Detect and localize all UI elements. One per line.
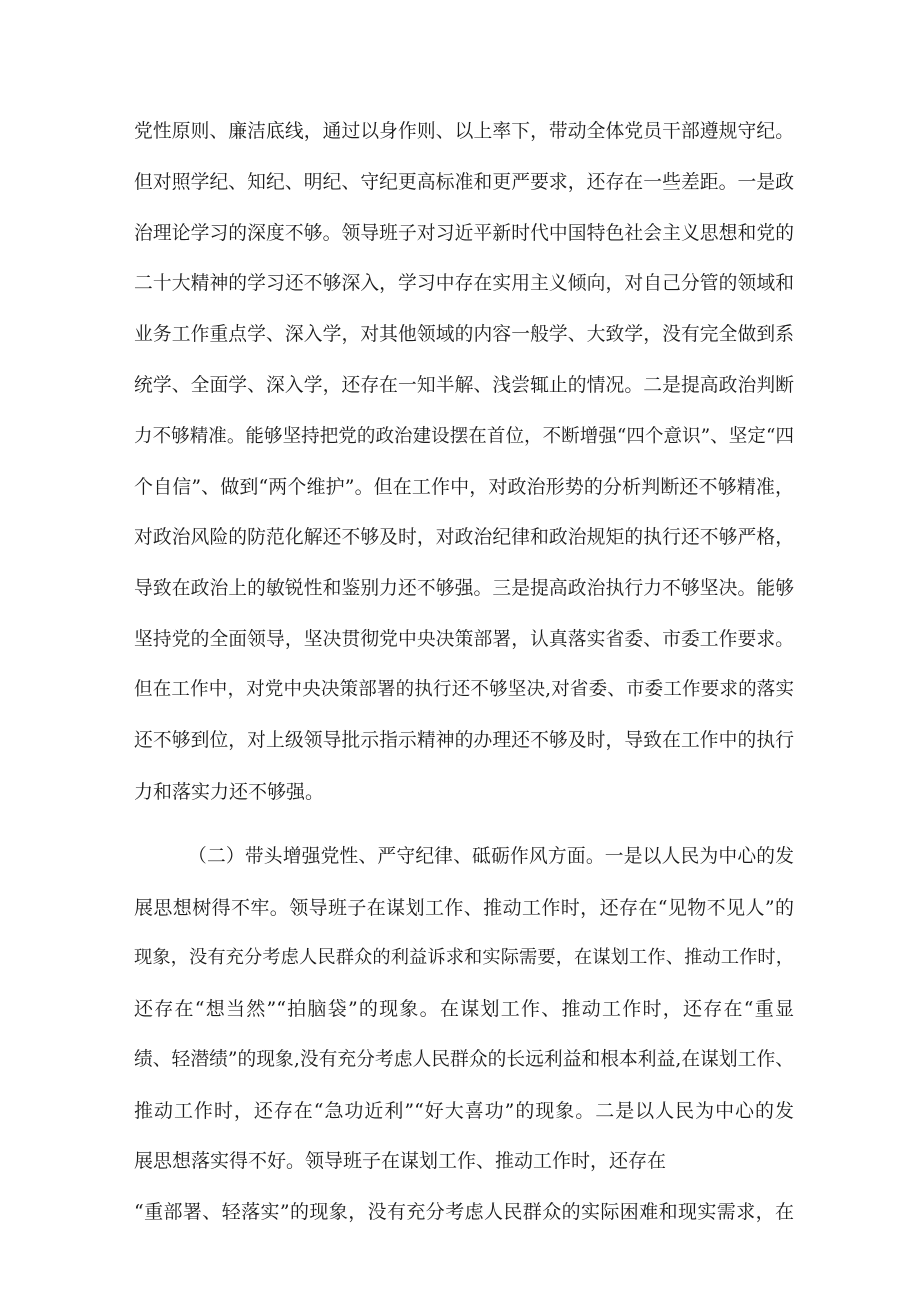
text-line: 推动工作时，还存在“急功近利”“好大喜功”的现象。二是以人民为中心的发 (134, 1100, 794, 1122)
text-line: 但在工作中，对党中央决策部署的执行还不够坚决,对省委、市委工作要求的落实 (134, 679, 794, 700)
text-line: 二十大精神的学习还不够深入，学习中存在实用主义倾向，对自己分管的领域和 (134, 273, 794, 294)
text-line: 党性原则、廉洁底线，通过以身作则、以上率下，带动全体党员干部遵规守纪。 (134, 121, 794, 142)
text-line: 力不够精准。能够坚持把党的政治建设摆在首位，不断增强“四个意识”、坚定“四 (134, 426, 794, 447)
section-heading-line: （二）带头增强党性、严守纪律、砥砺作风方面。一是以人民为中心的发 (188, 846, 794, 867)
text-line: 治理论学习的深度不够。领导班子对习近平新时代中国特色社会主义思想和党的 (134, 223, 794, 244)
text-line: 还存在“想当然”“拍脑袋”的现象。在谋划工作、推动工作时，还存在“重显 (134, 998, 794, 1020)
text-line: 坚持党的全面领导，坚决贯彻党中央决策部署，认真落实省委、市委工作要求。 (134, 629, 794, 650)
text-line: 导致在政治上的敏锐性和鉴别力还不够强。三是提高政治执行力不够坚决。能够 (134, 578, 794, 599)
text-line: 统学、全面学、深入学，还存在一知半解、浅尝辄止的情况。二是提高政治判断 (134, 375, 794, 396)
text-line: 还不够到位，对上级领导批示指示精神的办理还不够及时，导致在工作中的执行 (134, 730, 794, 751)
text-line: 力和落实力还不够强。 (134, 781, 325, 803)
text-line: 业务工作重点学、深入学，对其他领域的内容一般学、大致学，没有完全做到系 (134, 324, 794, 345)
text-line: 绩、轻潜绩”的现象,没有充分考虑人民群众的长远利益和根本利益,在谋划工作、 (134, 1049, 794, 1070)
text-line: 但对照学纪、知纪、明纪、守纪更高标准和更严要求，还存在一些差距。一是政 (134, 172, 794, 193)
text-line: 个自信”、做到“两个维护”。但在工作中，对政治形势的分析判断还不够精准， (134, 476, 794, 498)
text-line: 展思想落实得不好。领导班子在谋划工作、推动工作时，还存在 (134, 1150, 667, 1172)
text-line: 展思想树得不牢。领导班子在谋划工作、推动工作时，还存在“见物不见人”的 (134, 897, 794, 919)
text-line: 对政治风险的防范化解还不够及时，对政治纪律和政治规矩的执行还不够严格， (134, 527, 794, 548)
text-line: “重部署、轻落实”的现象，没有充分考虑人民群众的实际困难和现实需求，在 (134, 1201, 794, 1223)
text-line: 现象，没有充分考虑人民群众的利益诉求和实际需要，在谋划工作、推动工作时， (134, 947, 794, 968)
